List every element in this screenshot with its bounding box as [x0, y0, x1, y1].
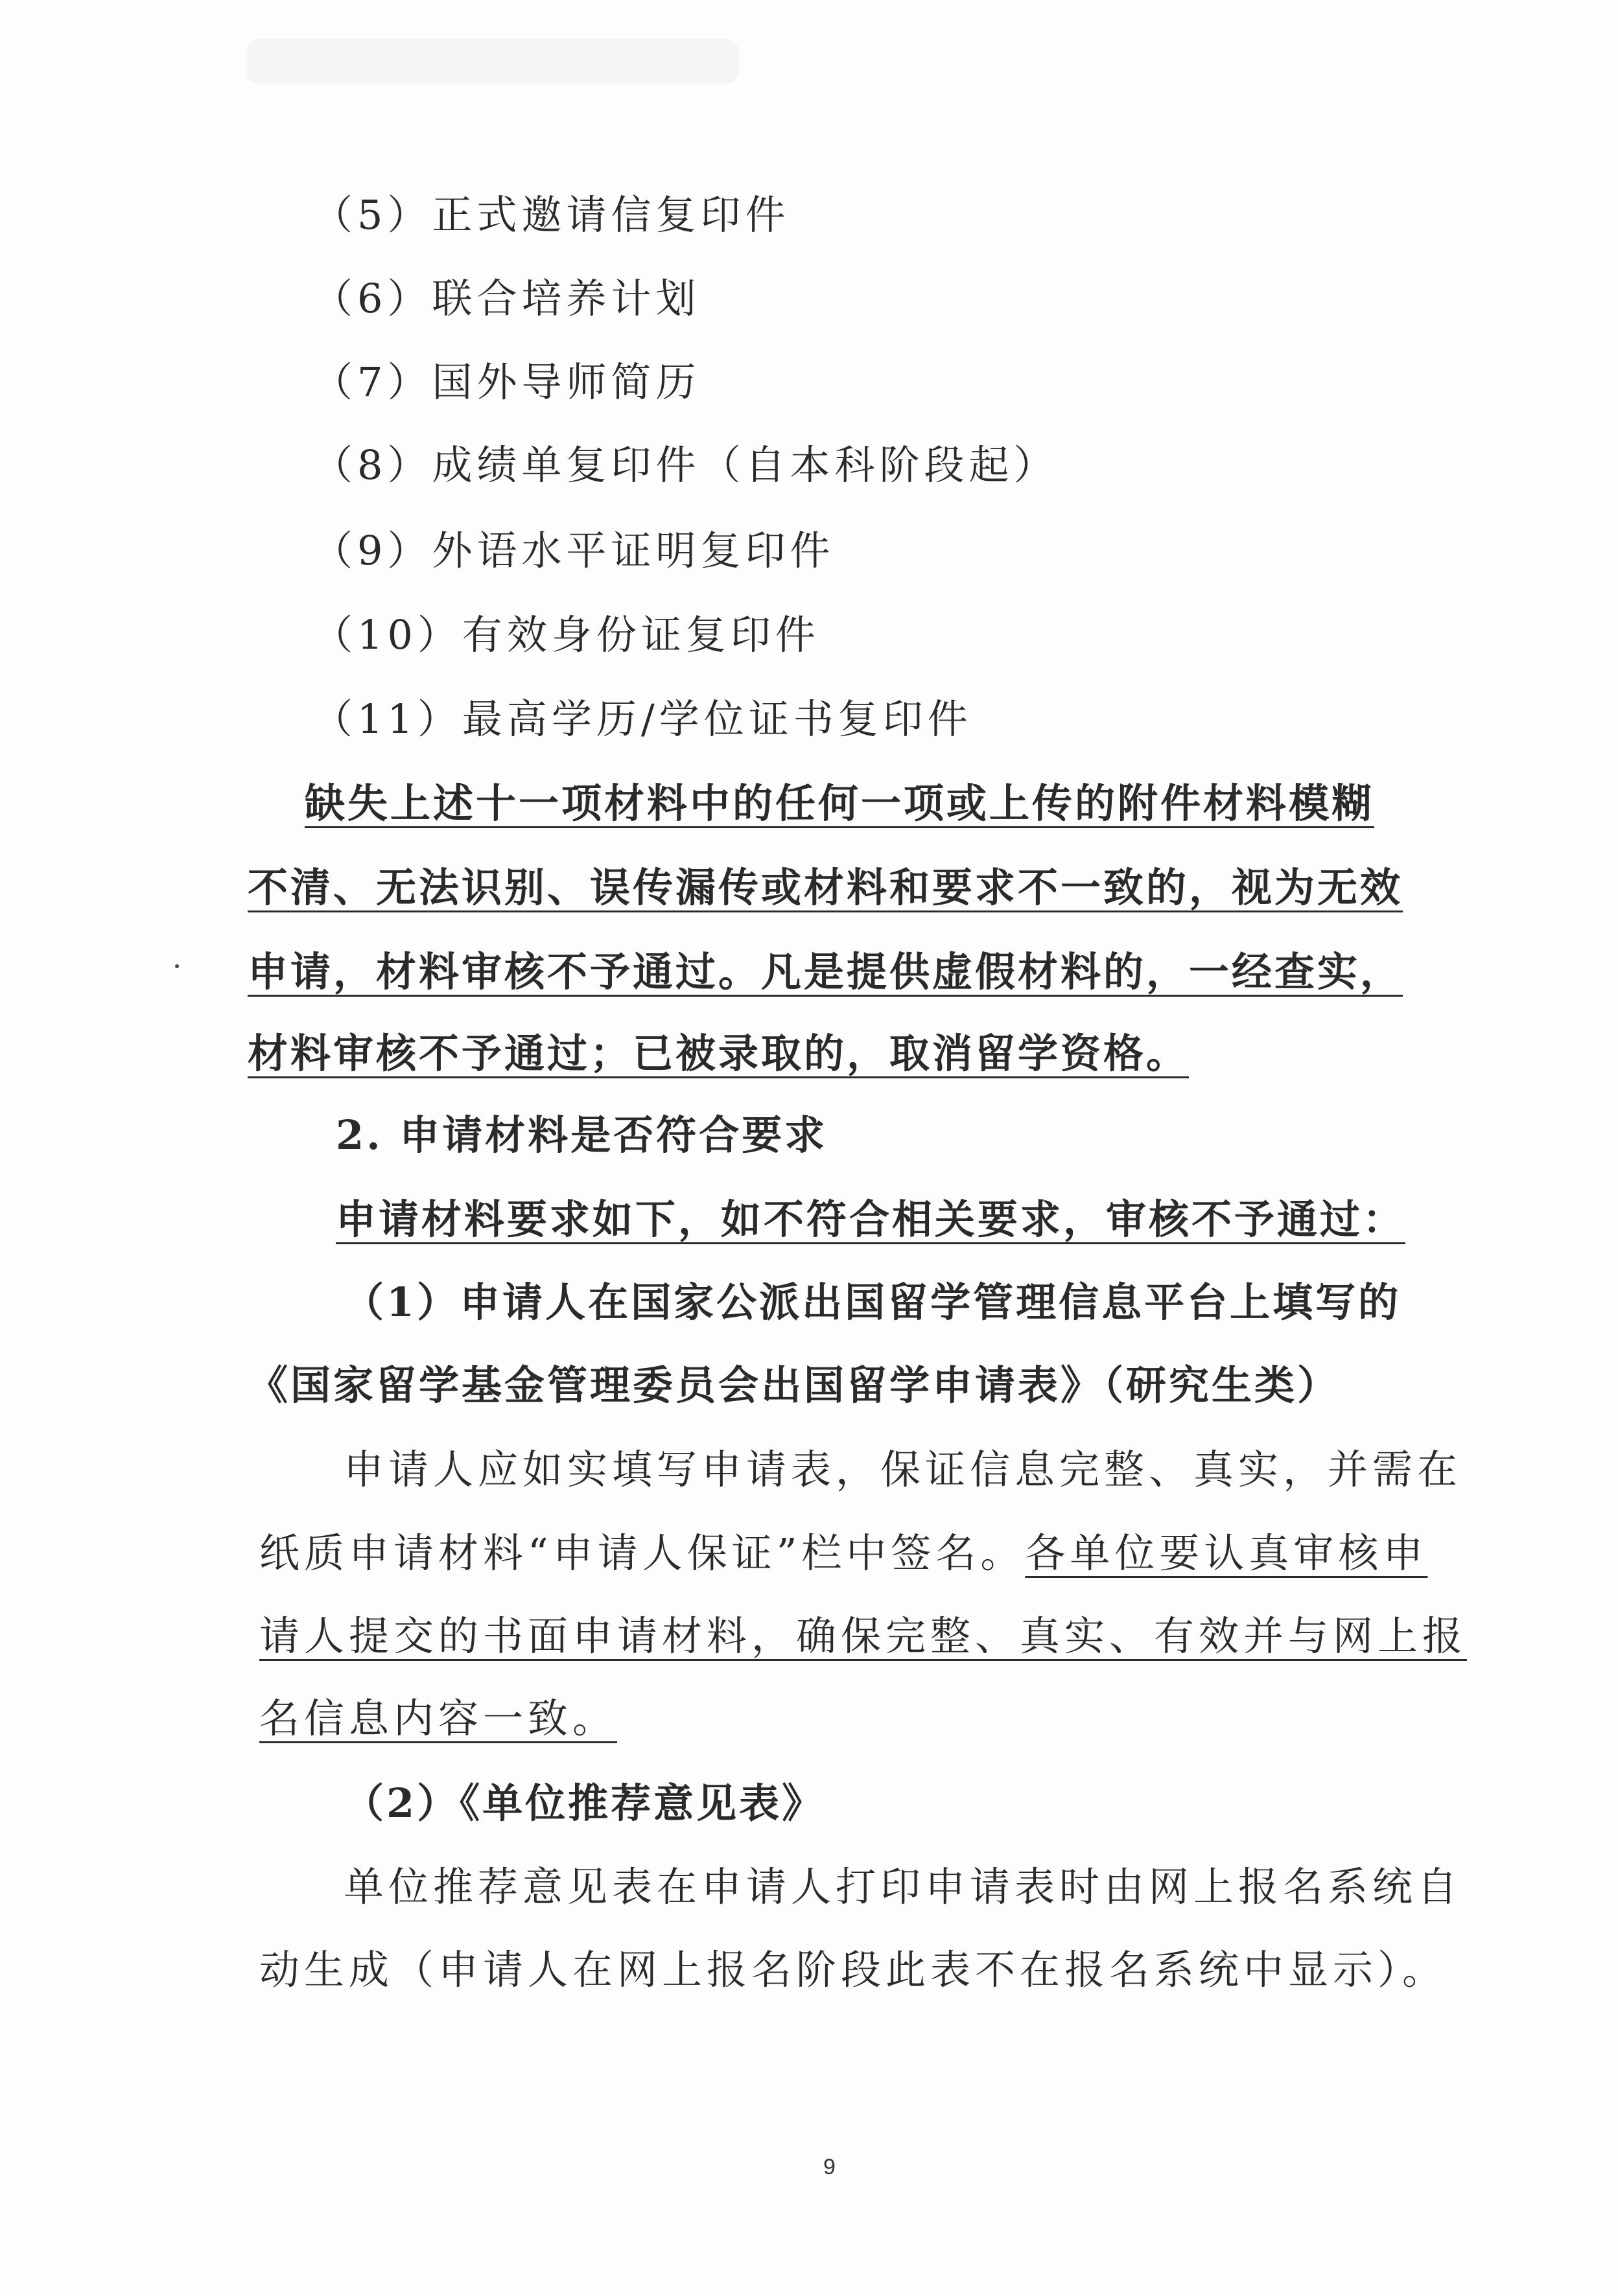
warning-line-3: 申请，材料审核不予通过。凡是提供虚假材料的，一经查实， [248, 948, 1403, 995]
item-1-body-line-4: 名信息内容一致。 [259, 1695, 618, 1742]
section-2-heading: 2. 申请材料是否符合要求 [336, 1111, 828, 1159]
list-item-10: （10）有效身份证复印件 [312, 611, 820, 658]
item-1-body-line-3: 请人提交的书面申请材料，确保完整、真实、有效并与网上报 [259, 1612, 1468, 1660]
warning-line-4: 材料审核不予通过；已被录取的，取消留学资格。 [248, 1030, 1190, 1077]
item-1-body-line-2-plain: 纸质申请材料“申请人保证”栏中签名。 [259, 1529, 1026, 1577]
list-item-11: （11）最高学历/学位证书复印件 [312, 695, 972, 743]
warning-line-1: 缺失上述十一项材料中的任何一项或上传的附件材料模糊 [305, 780, 1375, 827]
list-item-6: （6）联合培养计划 [312, 275, 701, 322]
list-item-8: （8）成绩单复印件（自本科阶段起） [312, 441, 1059, 489]
item-1-body-line-1: 申请人应如实填写申请表，保证信息完整、真实，并需在 [344, 1446, 1462, 1493]
list-item-7: （7）国外导师简历 [312, 358, 701, 406]
item-2-body-line-1: 单位推荐意见表在申请人打印申请表时由网上报名系统自 [344, 1863, 1462, 1910]
item-1-heading-line-2: 《国家留学基金管理委员会出国留学申请表》（研究生类） [248, 1362, 1341, 1409]
item-1-body-line-2-underlined: 各单位要认真审核申 [1025, 1529, 1428, 1577]
item-2-body-line-2: 动生成（申请人在网上报名阶段此表不在报名系统中显示）。 [259, 1946, 1448, 1993]
section-2-intro: 申请材料要求如下，如不符合相关要求，审核不予通过： [336, 1196, 1406, 1243]
item-2-heading: （2）《单位推荐意见表》 [344, 1780, 825, 1827]
item-1-heading-line-1: （1）申请人在国家公派出国留学管理信息平台上填写的 [344, 1279, 1401, 1326]
warning-line-2: 不清、无法识别、误传漏传或材料和要求不一致的，视为无效 [248, 864, 1403, 911]
list-item-5: （5）正式邀请信复印件 [312, 191, 790, 238]
page-number: 9 [823, 2155, 836, 2179]
item-1-body-line-2 [259, 1527, 1427, 1579]
scan-artifact [246, 39, 739, 84]
scan-dot [175, 964, 179, 968]
list-item-9: （9）外语水平证明复印件 [312, 527, 835, 574]
